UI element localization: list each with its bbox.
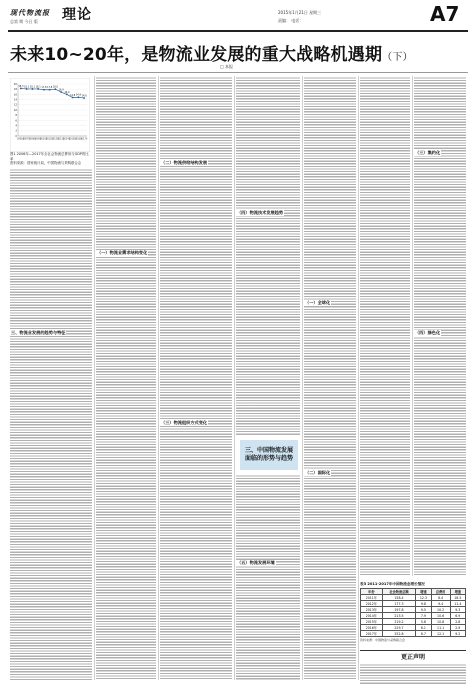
subhead: （五）物流发展环境: [237, 560, 275, 565]
growth-table: [360, 582, 466, 642]
table-cell: 9.5: [416, 607, 431, 613]
table-cell: 2016年: [361, 625, 383, 631]
byline: □ 本报: [220, 64, 234, 69]
table-header-cell: 增速: [450, 589, 465, 595]
y-tick-label: 12: [13, 103, 17, 107]
table-cell: 197.8: [382, 607, 416, 613]
column-divider: [412, 76, 413, 576]
x-tick-label: 2015年: [68, 137, 77, 141]
table-cell: 11.1: [431, 625, 450, 631]
table-cell: 2.9: [450, 625, 465, 631]
chart-caption-source: 资料来源：国家统计局、中国物流与采购联合会: [10, 161, 82, 166]
table-cell: 18.5: [450, 595, 465, 601]
table-cell: 177.3: [382, 601, 416, 607]
subhead: （一）全球化: [305, 300, 331, 305]
section-title: 理论: [62, 7, 92, 23]
y-tick-label: 8: [15, 114, 17, 118]
y-tick-label: 6: [15, 119, 17, 123]
subhead: （四）物流技术发展趋势: [237, 210, 284, 215]
text-column-4b: [236, 474, 300, 680]
column-divider: [94, 76, 95, 680]
x-tick-label: 2017年: [80, 137, 89, 141]
table-cell: 10.6: [431, 613, 450, 619]
subhead: （三）物流组织方式变化: [161, 420, 208, 425]
table-title: 表3 2011-2017年中国物流业增长情况: [360, 582, 425, 586]
table-note: 资料来源：中国物流与采购联合会: [360, 638, 406, 642]
column-divider: [302, 76, 303, 680]
subhead: （一）物流业需求结构变化: [97, 250, 148, 255]
table-cell: 158.4: [382, 595, 416, 601]
text-column-2: [96, 76, 156, 680]
headline: [10, 40, 413, 65]
issue-date: 2015年1月21日 星期三: [278, 10, 322, 15]
x-tick-label: 2011年: [45, 137, 54, 141]
text-column-3: [160, 76, 232, 680]
table-cell: 2014年: [361, 613, 383, 619]
text-column-5: [304, 76, 356, 680]
y-tick-label: 4: [15, 124, 17, 128]
x-tick-label: 2008年: [28, 137, 37, 141]
y-tick-label: 16: [13, 93, 17, 97]
x-tick-label: 2016年: [74, 137, 83, 141]
newspaper-logo: 现代物流报: [10, 8, 50, 17]
subhead: （四）绿色化: [415, 330, 441, 335]
table-cell: 9.4: [431, 601, 450, 607]
table-cell: 2015年: [361, 619, 383, 625]
table-row: [361, 631, 466, 637]
masthead: [10, 2, 466, 32]
data-label: 17.8: [47, 86, 53, 90]
data-label: 18.1: [35, 85, 41, 89]
subhead: （二）国际化: [305, 470, 331, 475]
section-box: [240, 440, 298, 470]
headline-rule: [8, 72, 468, 73]
section-box-line2: 面临的形势与趋势: [244, 455, 293, 462]
data-label: 17.8: [41, 86, 47, 90]
table-cell: 9.8: [416, 601, 431, 607]
data-label: 16.0: [64, 90, 70, 94]
table-cell: 9.3: [450, 607, 465, 613]
chart-caption-title: 图1 2006年—2017年全社会物流总费用与GDP的比率: [10, 152, 89, 161]
subhead: （二）物流供给结构发展: [161, 160, 208, 165]
chart-caption: [10, 152, 92, 166]
column-divider: [158, 76, 159, 680]
x-tick-label: 2014年: [62, 137, 71, 141]
subhead: （三）集约化: [415, 150, 441, 155]
logistics-cost-chart: [10, 78, 90, 152]
table-cell: 12.1: [431, 631, 450, 637]
table-cell: 5.8: [416, 619, 431, 625]
table-cell: 7.9: [416, 613, 431, 619]
table-cell: 6.7: [416, 631, 431, 637]
table-cell: 6.1: [416, 625, 431, 631]
data-label: 18.1: [24, 85, 30, 89]
table-cell: 2012年: [361, 601, 383, 607]
correction-notice: [360, 650, 466, 685]
text-column-1: [10, 168, 92, 680]
text-column-6: [360, 76, 410, 576]
table-cell: 11.4: [450, 601, 465, 607]
x-tick-label: 2009年: [34, 137, 43, 141]
table-cell: 8.4: [431, 595, 450, 601]
table-cell: 12.3: [416, 595, 431, 601]
table-cell: 213.5: [382, 613, 416, 619]
headline-title: 未来10~20年，是物流业发展的重大战略机遇期: [10, 45, 383, 65]
issue-info: 总第 期 今日 版: [10, 19, 38, 24]
table-cell: 2017年: [361, 631, 383, 637]
page-number: A7: [430, 2, 460, 26]
notice-title: 更正声明: [360, 650, 466, 661]
editor-info: 责编： 电话：: [278, 18, 304, 23]
y-tick-label: 0: [15, 134, 17, 138]
x-tick-label: 2007年: [22, 137, 31, 141]
x-tick-label: 2013年: [57, 137, 66, 141]
y-tick-label: 18: [13, 88, 17, 92]
table-header-cell: 增速: [416, 589, 431, 595]
y-tick-label: 10: [13, 108, 17, 112]
data-label: 18.0: [52, 85, 58, 89]
table-header-cell: 总费用: [431, 589, 450, 595]
y-tick-label: 14: [13, 98, 17, 102]
table-cell: 219.2: [382, 619, 416, 625]
table-header-cell: 社会物流总额: [382, 589, 416, 595]
table-cell: 10.8: [431, 619, 450, 625]
data-label: 14.8: [70, 93, 76, 97]
y-tick-label: 20: [13, 82, 17, 86]
x-tick-label: 2012年: [51, 137, 60, 141]
table-cell: 2013年: [361, 607, 383, 613]
text-column-4a: [236, 76, 300, 436]
data-label: 18.1: [29, 85, 35, 89]
table-cell: 2.8: [450, 619, 465, 625]
table-cell: 9.2: [450, 631, 465, 637]
headline-suffix: （下）: [382, 52, 413, 63]
notice-body: [360, 663, 466, 685]
data-label: 16.9: [58, 88, 64, 92]
column-divider: [234, 76, 235, 680]
table-cell: 229.7: [382, 625, 416, 631]
section-box-line1: 三、中国物流发展: [244, 447, 293, 454]
table-cell: 2011年: [361, 595, 383, 601]
data-label: 14.6: [81, 94, 87, 98]
x-tick-label: 2006年: [16, 137, 25, 141]
table-cell: 10.2: [431, 607, 450, 613]
column-divider: [358, 76, 359, 680]
data-label: 14.9: [75, 93, 81, 97]
x-tick-label: 2010年: [39, 137, 48, 141]
masthead-rule: [8, 30, 468, 32]
subhead: 三、物流业发展的趋势与特征: [11, 330, 66, 335]
y-tick-label: 2: [15, 129, 17, 133]
data-label: 18.3: [18, 84, 24, 88]
table-cell: 252.8: [382, 631, 416, 637]
table-header-cell: 年份: [361, 589, 383, 595]
table-cell: 6.9: [450, 613, 465, 619]
